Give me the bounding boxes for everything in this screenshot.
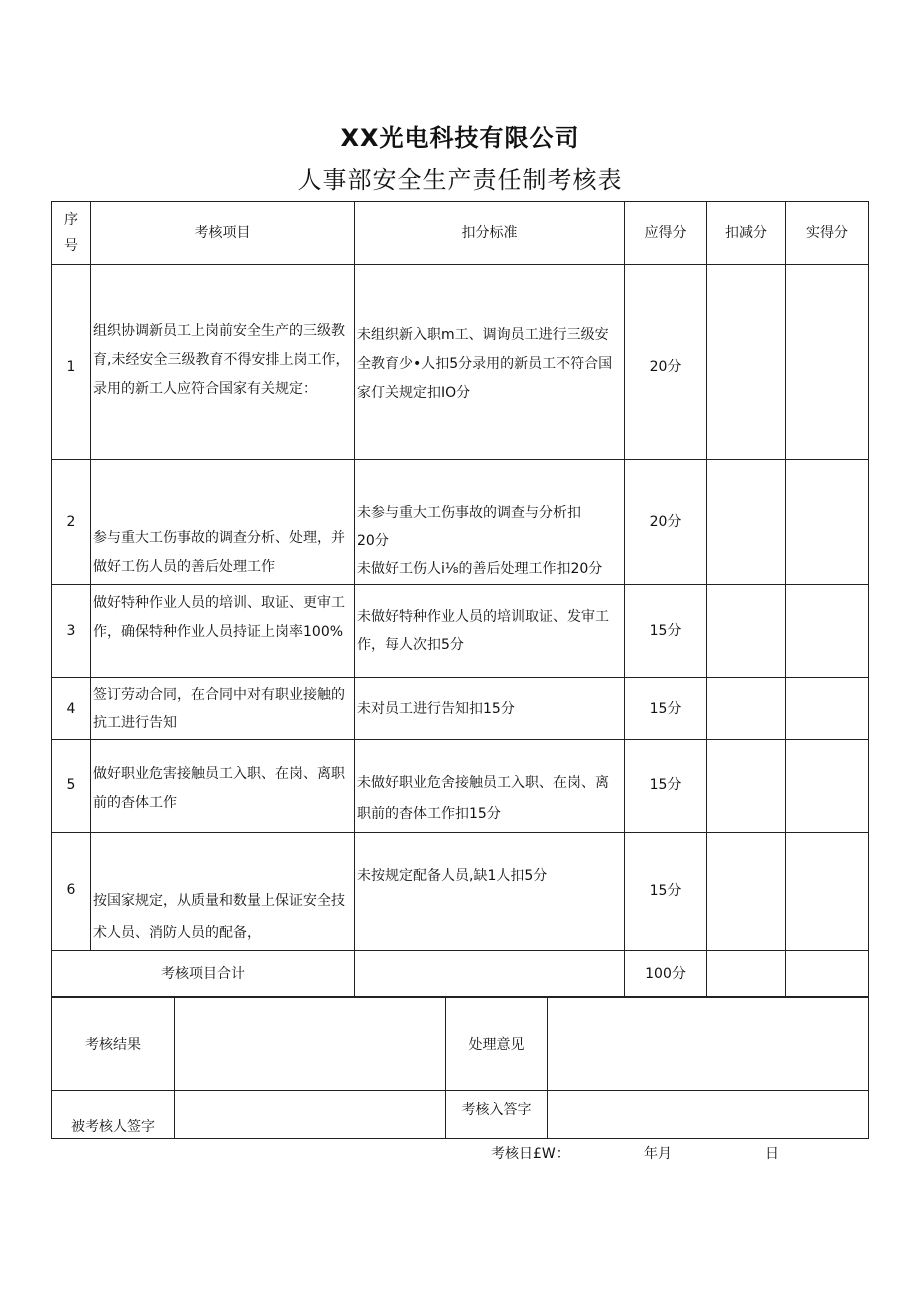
row-criteria: 未做好特种作业人员的培训取证、发审工作，每人次扣5分 [355, 585, 625, 678]
table-row [52, 460, 869, 585]
signature-row [52, 1091, 869, 1139]
row-full-score: 20分 [625, 460, 707, 585]
row-actual-score[interactable] [786, 585, 869, 678]
row-seq: 2 [52, 460, 91, 585]
row-deduct-score[interactable] [707, 678, 786, 740]
examinee-sign-label: 被考核人签字 [52, 1091, 175, 1139]
table-row [52, 585, 869, 678]
col-header-criteria: 扣分标准 [355, 202, 625, 265]
table-row [52, 678, 869, 740]
row-actual-score[interactable] [786, 740, 869, 833]
date-day: 日 [765, 1146, 779, 1162]
col-header-seq: 序号 [52, 202, 91, 265]
col-header-full-score: 应得分 [625, 202, 707, 265]
row-actual-score[interactable] [786, 833, 869, 951]
row-deduct-score[interactable] [707, 265, 786, 460]
total-full-score: 100分 [625, 951, 707, 997]
row-criteria: 未做好职业危舍接触员工入职、在岗、离职前的杳体工作扣15分 [355, 740, 625, 833]
total-criteria [355, 951, 625, 997]
row-criteria: 未组织新入职m工、调询员工进行三级安全教育少•人扣5分录用的新员工不符合国家仃关规定扣IO分 [355, 265, 625, 460]
opinion-value[interactable] [548, 998, 869, 1091]
row-seq: 1 [52, 265, 91, 460]
row-actual-score[interactable] [786, 678, 869, 740]
row-full-score: 15分 [625, 678, 707, 740]
total-actual-score[interactable] [786, 951, 869, 997]
form-title: 人事部安全生产责任制考核表 [297, 166, 623, 194]
result-signature-table [51, 997, 869, 1139]
row-full-score: 15分 [625, 740, 707, 833]
result-row [52, 998, 869, 1091]
date-year-month: 年月 [644, 1146, 672, 1162]
row-item: 按国家规定，从质量和数量上保证安全技术人员、消防人员的配备， [91, 833, 355, 951]
row-seq: 6 [52, 833, 91, 951]
examiner-sign-label: 考核入答字 [446, 1091, 548, 1139]
result-label: 考核结果 [52, 998, 175, 1091]
assessment-table [51, 201, 869, 997]
row-item: 组织协调新员工上岗前安全生产的三级教育,未经安全三级教育不得安排上岗工作，录用的新工人应符合国家有关规定： [91, 265, 355, 460]
header-row [52, 202, 869, 265]
company-name: XX光电科技有限公司 [340, 124, 580, 152]
row-full-score: 15分 [625, 585, 707, 678]
row-deduct-score[interactable] [707, 740, 786, 833]
col-header-deduct-score: 扣减分 [707, 202, 786, 265]
col-header-item: 考核项目 [91, 202, 355, 265]
row-deduct-score[interactable] [707, 833, 786, 951]
table-row [52, 740, 869, 833]
row-criteria: 未对员工进行告知扣15分 [355, 678, 625, 740]
row-seq: 3 [52, 585, 91, 678]
total-deduct-score[interactable] [707, 951, 786, 997]
row-actual-score[interactable] [786, 460, 869, 585]
row-deduct-score[interactable] [707, 460, 786, 585]
col-header-actual-score: 实得分 [786, 202, 869, 265]
date-label: 考核日£W： [491, 1146, 570, 1162]
row-seq: 5 [52, 740, 91, 833]
row-actual-score[interactable] [786, 265, 869, 460]
total-row [52, 951, 869, 997]
total-label: 考核项目合计 [52, 951, 355, 997]
row-criteria: 未按规定配备人员,缺1人扣5分 [355, 833, 625, 951]
row-item: 做好特种作业人员的培训、取证、更审工作，确保特种作业人员持证上岗率100% [91, 585, 355, 678]
row-full-score: 20分 [625, 265, 707, 460]
row-full-score: 15分 [625, 833, 707, 951]
row-seq: 4 [52, 678, 91, 740]
table-row [52, 833, 869, 951]
examiner-sign-field[interactable] [548, 1091, 869, 1139]
row-item: 参与重大工伤事故的调查分析、处理，并做好工伤人员的善后处理工作 [91, 460, 355, 585]
examinee-sign-field[interactable] [175, 1091, 446, 1139]
row-item: 做好职业危害接触员工入职、在岗、离职前的杳体工作 [91, 740, 355, 833]
result-value[interactable] [175, 998, 446, 1091]
table-row [52, 265, 869, 460]
row-criteria: 未参与重大工伤事故的调查与分析扣20分 未做好工伤人i⅛的善后处理工作扣20分 [355, 460, 625, 585]
row-deduct-score[interactable] [707, 585, 786, 678]
opinion-label: 处理意见 [446, 998, 548, 1091]
row-item: 签订劳动合同，在合同中对有职业接触的抗工进行告知 [91, 678, 355, 740]
